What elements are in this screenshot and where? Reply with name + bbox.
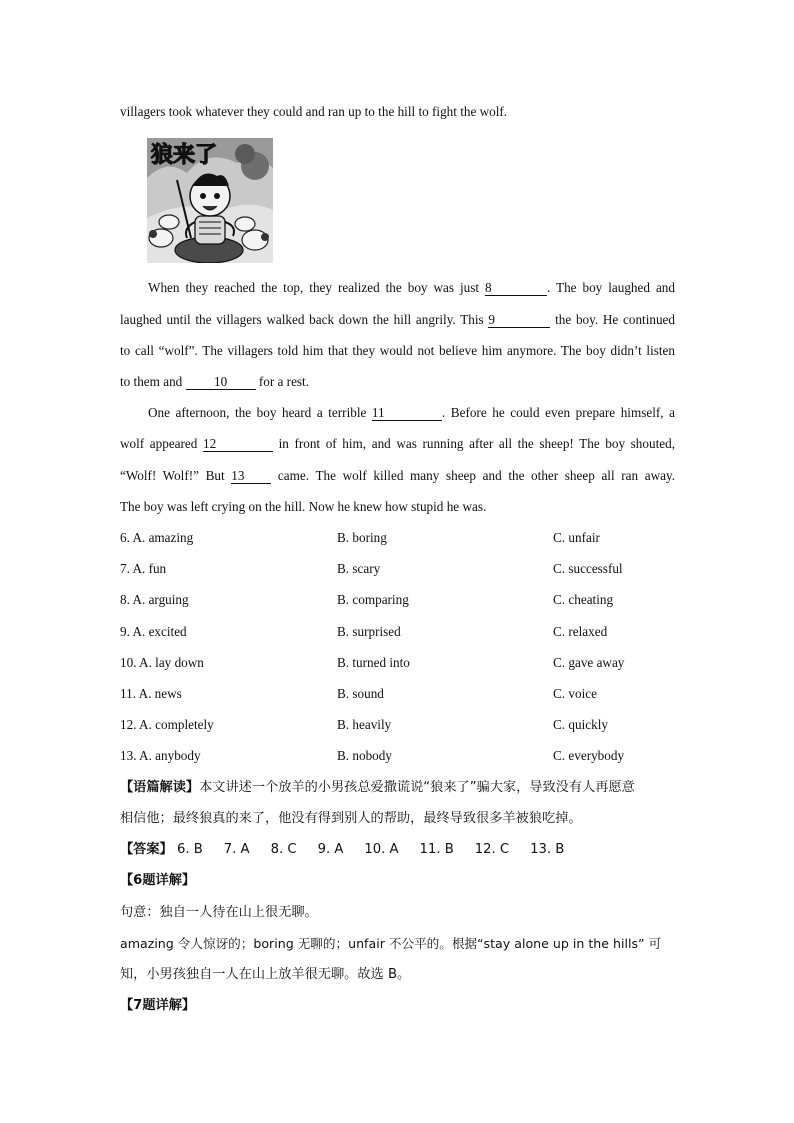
para1-line4-end: for a rest. (255, 374, 310, 389)
option-a: 7. A. fun (120, 561, 167, 577)
option-c: C. gave away (553, 654, 625, 670)
answer-item: 6. B (176, 842, 203, 857)
q6-heading: 【6题详解】 (120, 873, 196, 888)
para2-line2-end: in front of him, and was running after all the sheep! The boy shouted, (272, 436, 675, 451)
option-b: B. surprised (337, 623, 401, 639)
analysis-label: 【语篇解读】 (120, 780, 200, 795)
para2-line1 (148, 404, 675, 422)
option-c: C. unfair (553, 530, 600, 545)
boy-crying-wolf-illustration (147, 138, 273, 263)
para1-line3: to call “wolf”. The villagers told him that they would not believe him anymore. The boy didn’t listen (120, 343, 675, 358)
para2-line3 (120, 467, 675, 485)
option-b: B. boring (337, 530, 387, 545)
option-a: 9. A. excited (120, 623, 187, 639)
blank-9: 9 (488, 313, 550, 328)
para1-line4 (120, 373, 675, 391)
answer-item: 9. A (317, 842, 344, 857)
option-b: B. sound (337, 686, 384, 701)
answers-line (120, 841, 675, 859)
answer-item: 7. A (223, 842, 250, 857)
para1-line1-end: . The boy laughed and (546, 280, 675, 295)
q6-meaning: 句意：独自一人待在山上很无聊。 (120, 905, 318, 920)
option-a: 13. A. anybody (120, 748, 201, 764)
option-a: 11. A. news (120, 686, 182, 701)
answer-item: 8. C (270, 842, 297, 857)
para1-line2 (120, 311, 675, 329)
option-b: B. nobody (337, 748, 392, 764)
answer-item: 12. C (474, 842, 510, 857)
option-c: C. voice (553, 686, 597, 701)
answer-item: 11. B (419, 842, 454, 857)
para1-line1 (148, 279, 675, 297)
option-c: C. everybody (553, 748, 625, 764)
option-c: C. relaxed (553, 623, 608, 639)
answers-items (177, 842, 585, 857)
answer-item: 13. B (530, 842, 565, 857)
blank-10: 10 (186, 375, 256, 390)
blank-12: 12 (203, 437, 273, 452)
answer-item: 10. A (364, 842, 399, 857)
blank-8: 8 (485, 281, 547, 296)
intro-line: villagers took whatever they could and ran up to the hill to fight the wolf. (120, 104, 508, 119)
option-b: B. scary (337, 561, 381, 577)
q6-explain1: amazing 令人惊讶的；boring 无聊的；unfair 不公平的。根据“stay alone up in the hills” 可 (120, 936, 662, 951)
para1-line1-text: When they reached the top, they realized the boy was just (148, 280, 485, 295)
para2-line2 (120, 435, 675, 453)
q6-explain2: 知，小男孩独自一人在山上放羊很无聊。故选 B。 (120, 967, 411, 982)
q7-heading: 【7题详解】 (120, 998, 196, 1013)
para1-line2-text: laughed until the villagers walked back down the hill angrily. This (120, 312, 489, 327)
analysis-line1 (120, 779, 675, 797)
option-b: B. comparing (337, 592, 409, 608)
option-b: B. heavily (337, 717, 392, 733)
para1-line2-end: the boy. He continued (550, 312, 675, 327)
svg-text:狼来了: 狼来了 (151, 143, 218, 168)
option-b: B. turned into (337, 654, 410, 670)
para2-line3-end: came. The wolf killed many sheep and the other sheep all ran away. (271, 468, 676, 483)
option-a: 12. A. completely (120, 717, 214, 733)
para2-line2-text: wolf appeared (120, 436, 203, 451)
para2-line4: The boy was left crying on the hill. Now he knew how stupid he was. (120, 499, 487, 514)
option-c: C. quickly (553, 717, 608, 733)
option-c: C. successful (553, 561, 623, 577)
option-a: 8. A. arguing (120, 592, 189, 608)
analysis-line2: 相信他；最终狼真的来了，他没有得到别人的帮助，最终导致很多羊被狼吃掉。 (120, 811, 582, 826)
blank-13: 13 (231, 469, 271, 484)
option-c: C. cheating (553, 592, 614, 608)
para2-line1-end: . Before he could even prepare himself, a (441, 405, 675, 420)
para1-line4-text: to them and (120, 374, 186, 389)
para2-line1-text: One afternoon, the boy heard a terrible (148, 405, 372, 420)
option-a: 10. A. lay down (120, 654, 204, 670)
option-a: 6. A. amazing (120, 530, 194, 545)
blank-11: 11 (372, 406, 442, 421)
analysis-text1: 本文讲述一个放羊的小男孩总爱撒谎说“狼来了”骗大家，导致没有人再愿意 (199, 780, 635, 795)
answers-label: 【答案】 (120, 842, 173, 857)
para2-line3-text: “Wolf! Wolf!” But (120, 468, 232, 483)
